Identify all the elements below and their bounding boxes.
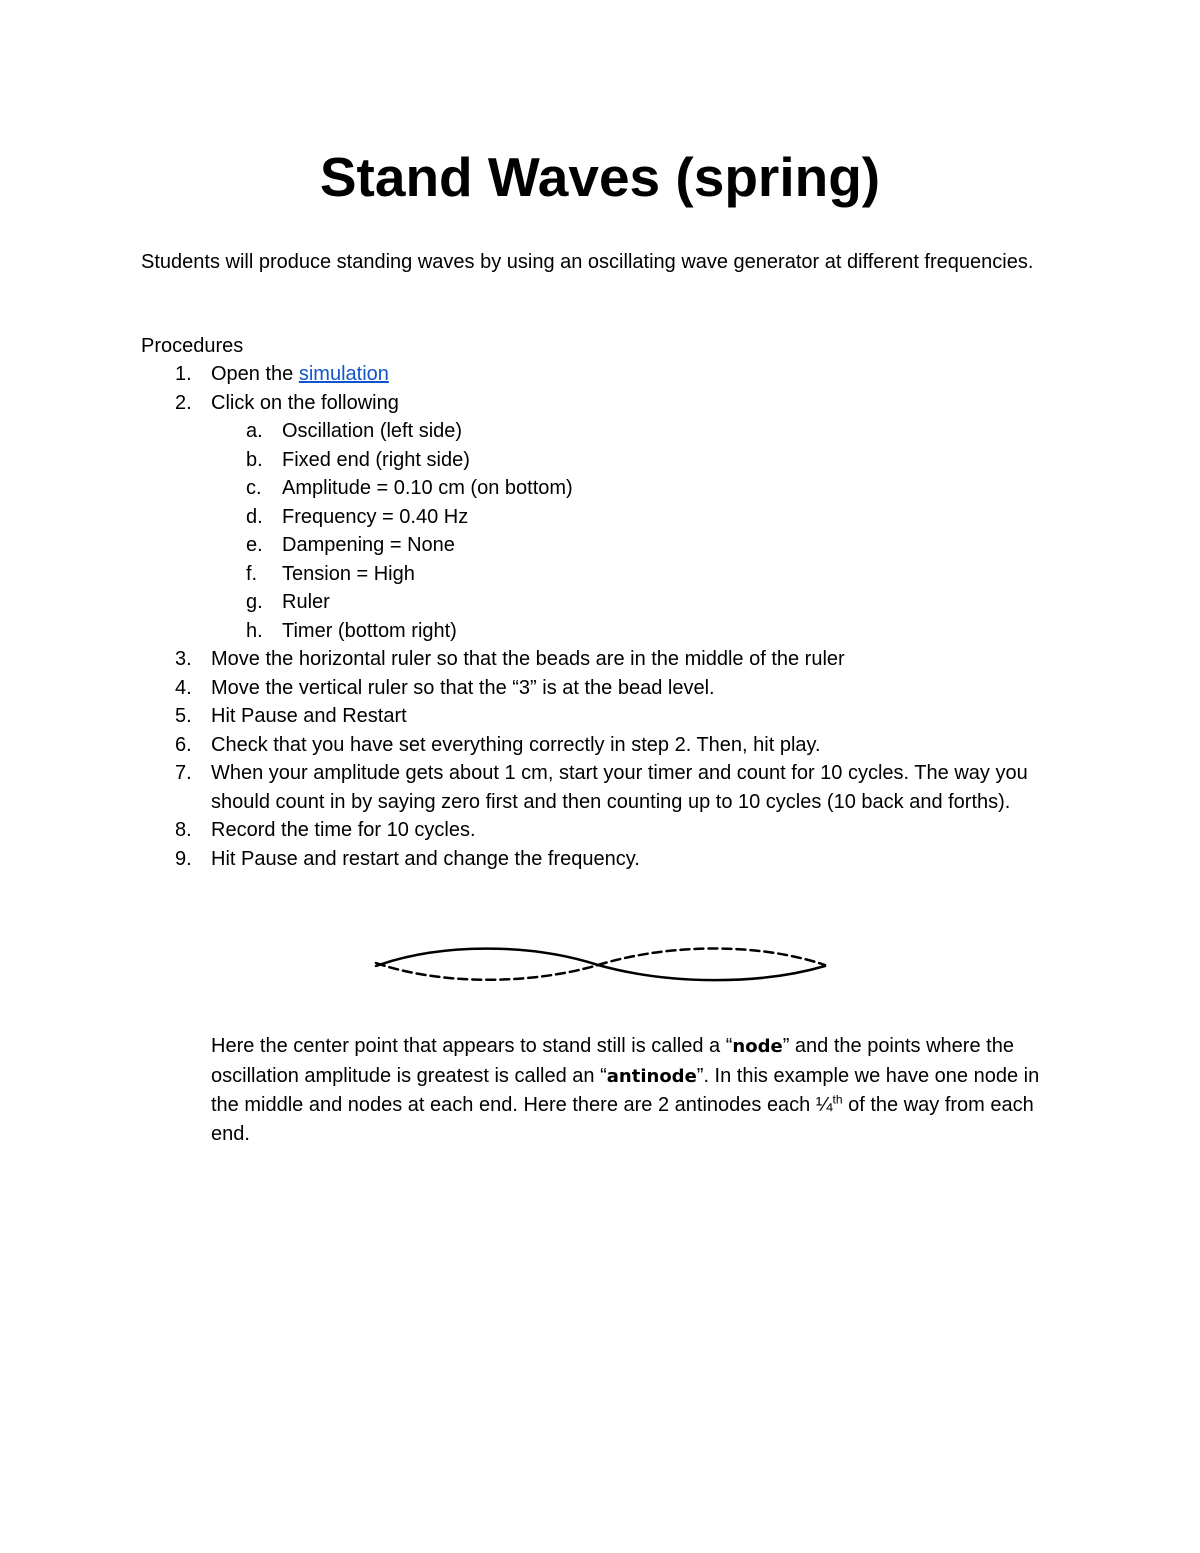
step-number: 3. [175,648,192,670]
step-7 [141,759,1071,816]
step-number: 5. [175,705,192,727]
substep-text: Timer (bottom right) [282,619,457,642]
explanation-text: Here the center point that appears to stand still is called a “ [211,1035,733,1057]
substep-list [211,417,1071,645]
wave-dashed-right [598,949,825,966]
substep-letter: e. [246,534,263,556]
step-number: 8. [175,819,192,841]
step-text: Move the vertical ruler so that the “3” is at the bead level. [211,676,715,699]
step-text: Hit Pause and restart and change the frequency. [211,847,640,870]
step-number: 9. [175,847,192,870]
step-number: 1. [175,363,192,385]
substep-item [211,417,1071,446]
substep-text: Tension = High [282,562,415,585]
substep-letter: g. [246,591,263,613]
step-text: Open the [211,363,299,385]
procedures-heading: Procedures [141,335,244,357]
substep-text: Frequency = 0.40 Hz [282,505,469,528]
substep-text: Fixed end (right side) [282,448,470,471]
simulation-link[interactable]: simulation [298,363,389,385]
step-number: 4. [175,676,192,699]
step-number: 2. [175,391,192,414]
explanation-text: ”. In this example we have one node in the middle and nodes at each end. Here there are 2 antinodes each ¼ [211,1064,1040,1116]
substep-item [211,446,1071,475]
substep-item [211,617,1071,646]
explanation-text: ” and the points where the oscillation amplitude is greatest is called an “ [211,1035,1014,1087]
substep-item [211,531,1071,560]
step-6 [141,731,1071,760]
step-8 [141,816,1071,845]
step-4 [141,674,1071,703]
substep-text: Ruler [282,591,330,613]
antinode-term: antinode [606,1065,697,1087]
page-title: Stand Waves (spring) [319,146,881,208]
superscript-th: th [832,1092,843,1107]
procedure-steps [141,360,1071,873]
wave-solid-left [376,949,598,966]
substep-text: Amplitude = 0.10 cm (on bottom) [282,477,573,499]
step-3 [141,645,1071,674]
step-number: 7. [175,762,192,784]
intro-paragraph: Students will produce standing waves by using an oscillating wave generator at different frequencies. [141,251,1034,273]
step-1 [141,360,1071,389]
step-text: Record the time for 10 cycles. [211,819,476,841]
explanation-text: of the way from each end. [211,1094,1034,1145]
substep-letter: f. [246,562,258,585]
substep-letter: c. [246,477,262,499]
substep-item [211,560,1071,589]
step-text: Hit Pause and Restart [211,705,407,727]
step-5 [141,702,1071,731]
wave-dashed-left [376,963,598,980]
substep-letter: b. [246,448,263,471]
substep-item [211,503,1071,532]
substep-text: Dampening = None [282,534,455,556]
step-2 [141,389,1071,646]
wave-solid-right [598,965,825,980]
substep-text: Oscillation (left side) [282,420,463,442]
step-9 [141,845,1071,874]
substep-letter: a. [246,420,263,442]
substep-letter: h. [246,619,263,642]
node-term: node [732,1036,783,1057]
substep-item [211,588,1071,617]
step-text: When your amplitude gets about 1 cm, start your timer and count for 10 cycles. The way you should count in by saying zero first and then counting up to 10 cycles (10 back and forths). [211,762,1028,813]
substep-letter: d. [246,505,263,528]
node-explanation [211,1032,1071,1148]
standing-wave-diagram [370,940,830,990]
step-number: 6. [175,733,192,756]
step-text: Click on the following [211,391,399,414]
substep-item [211,474,1071,503]
step-text: Move the horizontal ruler so that the beads are in the middle of the ruler [211,648,845,670]
step-text: Check that you have set everything correctly in step 2. Then, hit play. [211,733,821,756]
